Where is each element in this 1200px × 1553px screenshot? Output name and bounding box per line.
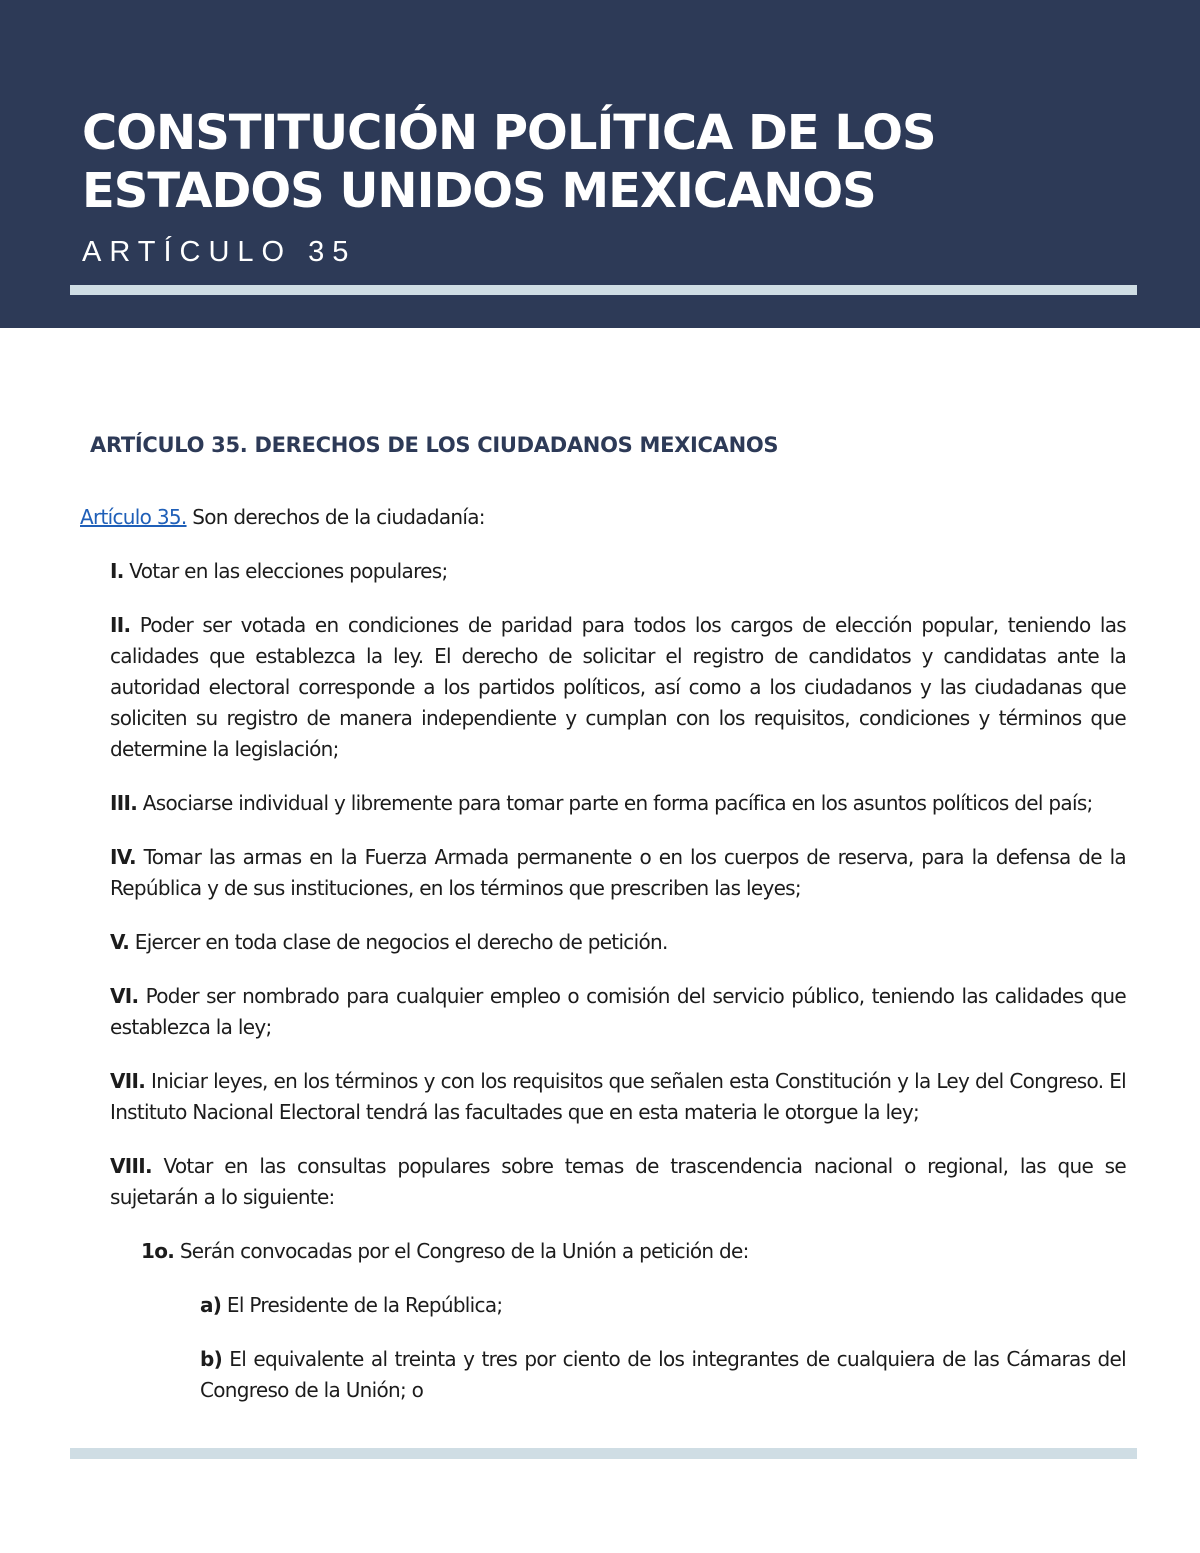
subsection-text: Serán convocadas por el Congreso de la Unión a petición de: [174,1239,749,1263]
fraction-numeral: V. [110,930,130,954]
fraction-numeral: VIII. [110,1154,152,1178]
fraction-text: Iniciar leyes, en los términos y con los requisitos que señalen esta Constitución y la Ley del Congreso. El Instituto Nacional Electoral tendrá las facultades que en esta materia le otorgue la ley; [110,1069,1126,1124]
fraction-text: Poder ser votada en condiciones de paridad para todos los cargos de elección popular, teniendo las calidades que establezca la ley. El derecho de solicitar el registro de candidatos y candidatas ante la autoridad electoral corresponde a los partidos políticos, así como a los ciudadanos y las ciudadanas que soliciten su registro de manera independiente y cumplan con los requisitos, condiciones y términos que determine la legislación; [110,613,1126,761]
header-divider [70,285,1137,295]
subitem-letter: a) [200,1293,222,1317]
article-link[interactable]: Artículo 35. [80,505,187,529]
subsection-numeral: 1o. [141,1239,175,1263]
fraction-text: Asociarse individual y libremente para tomar parte en forma pacífica en los asuntos políticos del país; [137,791,1093,815]
subitem-b [200,1344,1126,1406]
fraction-text: Tomar las armas en la Fuerza Armada permanente o en los cuerpos de reserva, para la defensa de la República y de sus instituciones, en los términos que prescriben las leyes; [110,845,1126,900]
fraction-text: Votar en las consultas populares sobre temas de trascendencia nacional o regional, las que se sujetarán a lo siguiente: [110,1154,1126,1209]
subsection-1o [141,1236,1126,1267]
fraction-numeral: II. [110,613,131,637]
subitem-text: El Presidente de la República; [221,1293,503,1317]
fraction-text: Ejercer en toda clase de negocios el derecho de petición. [129,930,668,954]
document-title: CONSTITUCIÓN POLÍTICA DE LOS ESTADOS UNIDOS MEXICANOS [82,105,936,219]
subitem-letter: b) [200,1347,223,1371]
fraction-viii [110,1151,1126,1213]
fraction-v [110,927,1126,958]
fraction-vii [110,1066,1126,1128]
fraction-numeral: III. [110,791,138,815]
fraction-numeral: I. [110,559,124,583]
fraction-text: Votar en las elecciones populares; [123,559,448,583]
article-intro-text: Son derechos de la ciudadanía: [186,505,485,529]
header-banner [0,0,1200,328]
article-intro [80,502,1126,533]
fraction-vi [110,981,1126,1043]
subitem-text: El equivalente al treinta y tres por ciento de los integrantes de cualquiera de las Cámaras del Congreso de la Unión; o [200,1347,1126,1402]
fraction-numeral: VII. [110,1069,146,1093]
fraction-i [110,556,1126,587]
subitem-a [200,1290,1126,1321]
article-body [80,502,1126,1429]
fraction-iv [110,842,1126,904]
document-subtitle: ARTÍCULO 35 [82,236,357,268]
fraction-ii [110,610,1126,765]
fraction-text: Poder ser nombrado para cualquier empleo o comisión del servicio público, teniendo las calidades que establezca la ley; [110,984,1126,1039]
fraction-iii [110,788,1126,819]
footer-divider [70,1448,1137,1459]
section-heading: ARTÍCULO 35. DERECHOS DE LOS CIUDADANOS MEXICANOS [90,433,779,457]
fraction-numeral: IV. [110,845,136,869]
fraction-numeral: VI. [110,984,139,1008]
